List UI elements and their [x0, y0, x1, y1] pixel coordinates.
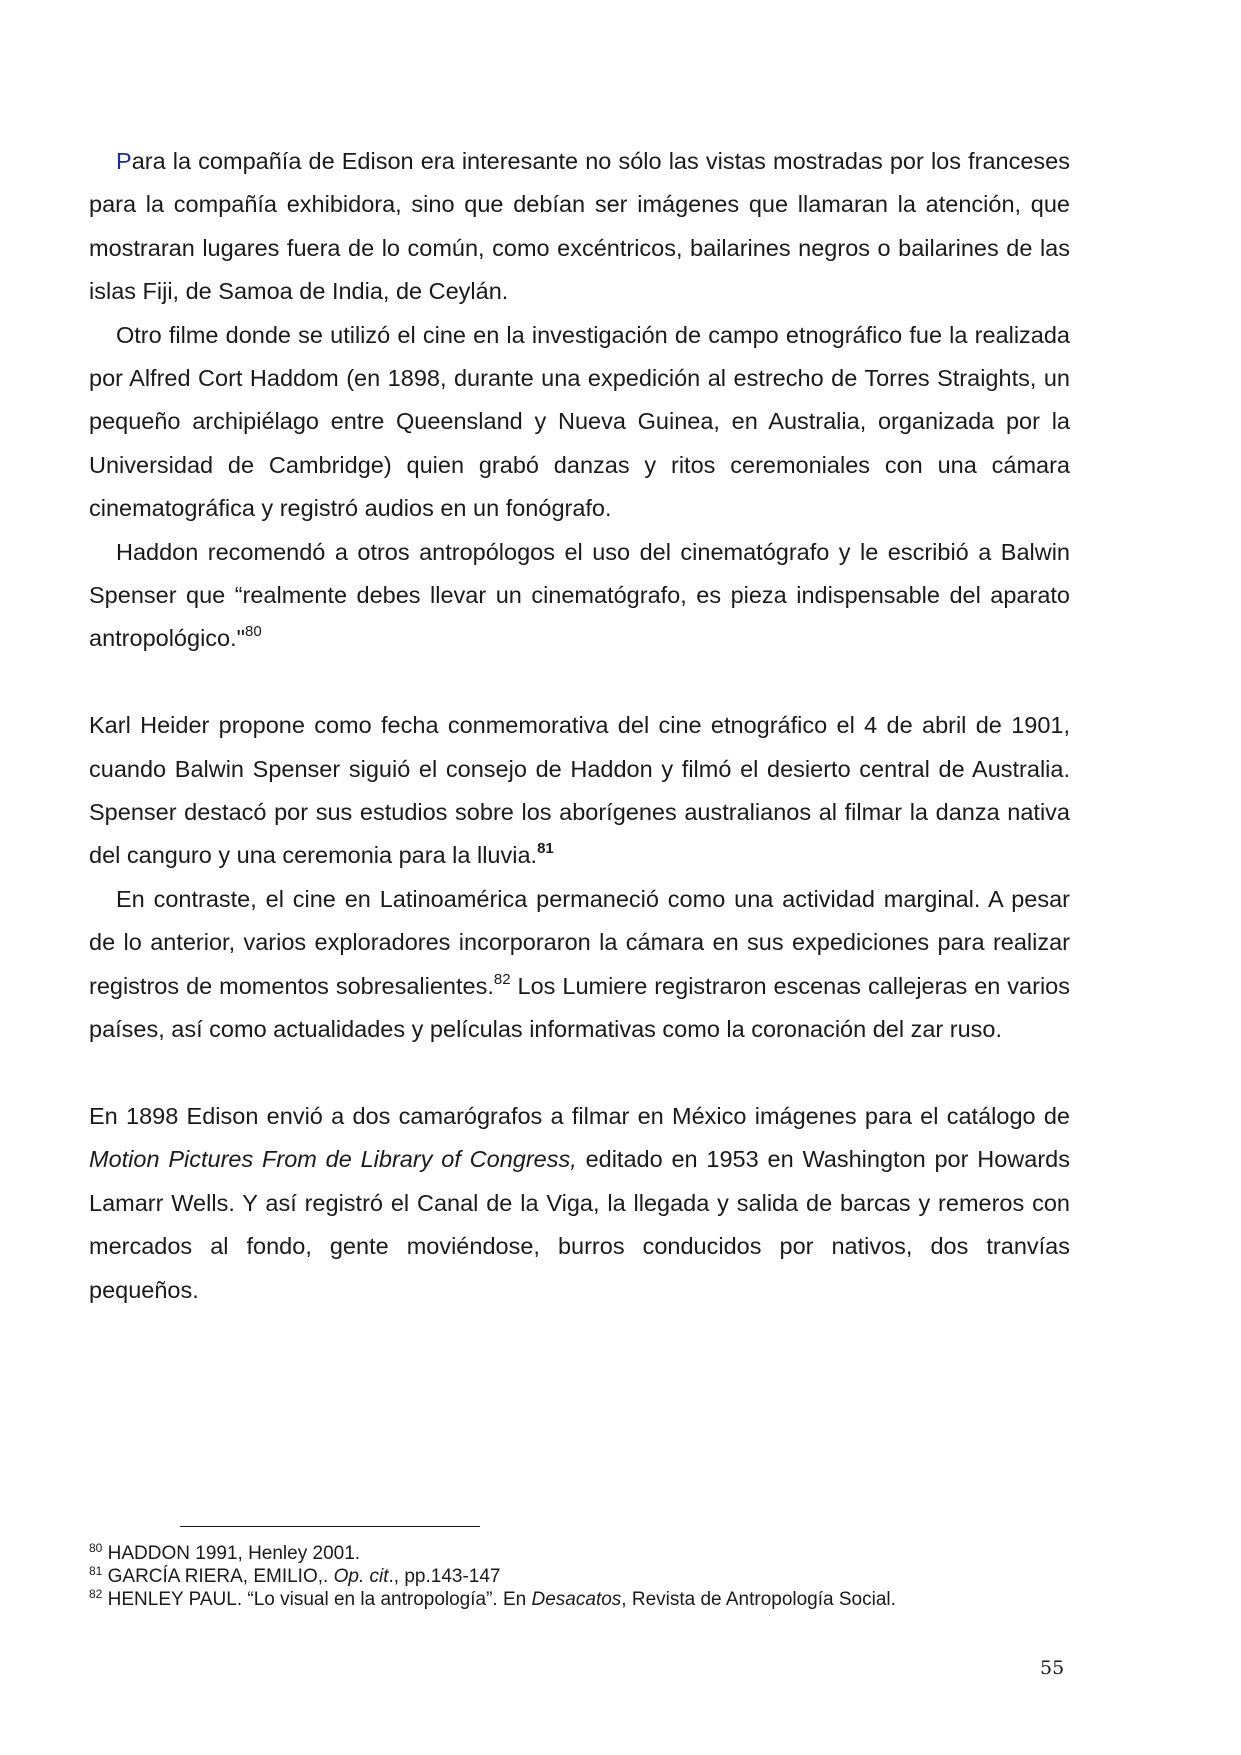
paragraph-text: Karl Heider propone como fecha conmemorativa del cine etnográfico el 4 de abril de 1901, cuando Balwin Spenser siguió el consejo de Haddon y filmó el desierto central de Australia. Spenser destacó por sus estudios sobre los aborígenes australianos al filmar la danza nativa del canguro y una ceremonia para la lluvia.	[89, 712, 1070, 869]
footnotes	[89, 1542, 1089, 1611]
paragraph-text: ara la compañía de Edison era interesante no sólo las vistas mostradas por los franceses para la compañía exhibidora, sino que debían ser imágenes que llamaran la atención, que mostraran lugares fuera de lo común, como excéntricos, bailarines negros o bailarines de las islas Fiji, de Samoa de India, de Ceylán.	[89, 148, 1070, 305]
footnote-text: HADDON 1991, Henley 2001.	[102, 1543, 361, 1564]
footnote-number: 81	[89, 1564, 103, 1578]
paragraph-latin-america	[89, 878, 1070, 1052]
footnote-reference[interactable]: 82	[493, 970, 511, 988]
paragraph-text: En contraste, el cine en Latinoamérica permaneció como una actividad marginal. A pesar de lo anterior, varios exploradores incorporaron la cámara en sus expediciones para realizar registros de momentos sobresalientes.	[89, 885, 1070, 999]
footnote-number: 82	[89, 1587, 103, 1601]
body-text	[89, 140, 1070, 1312]
paragraph-text: Los Lumiere registraron escenas callejeras en varios países, así como actualidades y películas informativas como la coronación del zar ruso.	[89, 972, 1070, 1043]
footnote-separator	[180, 1526, 480, 1527]
paragraph-text: editado en 1953 en Washington por Howards Lamarr Wells. Y así registró el Canal de la Viga, la llegada y salida de barcas y remeros con mercados al fondo, gente moviéndose, burros conducidos por nativos, dos tranvías pequeños.	[89, 1146, 1070, 1303]
footnote-italic: Op. cit	[333, 1566, 389, 1587]
footnote-text: GARCÍA RIERA, EMILIO,.	[102, 1566, 334, 1587]
footnote-text: , Revista de Antropología Social.	[621, 1589, 896, 1610]
catalog-title: Motion Pictures From de Library of Congress,	[89, 1146, 577, 1173]
paragraph-edison-mexico	[89, 1095, 1070, 1312]
paragraph-text: Otro filme donde se utilizó el cine en la investigación de campo etnográfico fue la realizada por Alfred Cort Haddom (en 1898, durante una expedición al estrecho de Torres Straights, un pequeño archipiélago entre Queensland y Nueva Guinea, en Australia, organizada por la Universidad de Cambridge) quien grabó danzas y ritos ceremoniales con una cámara cinematográfica y registró audios en un fonógrafo.	[89, 321, 1070, 522]
paragraph-text: Haddon recomendó a otros antropólogos el uso del cinematógrafo y le escribió a Balwin Spenser que “realmente debes llevar un cinematógrafo, es pieza indispensable del aparato antropológico."	[89, 538, 1070, 652]
paragraph-text: En 1898 Edison envió a dos camarógrafos a filmar en México imágenes para el catálogo de	[89, 1102, 1070, 1129]
paragraph-haddon-recommendation	[89, 531, 1070, 661]
paragraph-karl-heider	[89, 704, 1070, 878]
footnote-reference[interactable]: 80	[244, 623, 262, 641]
footnote-text: ., pp.143-147	[388, 1566, 501, 1587]
paragraph-haddom-expedition	[89, 314, 1070, 531]
paragraph-gap	[89, 1052, 1070, 1095]
paragraph-first-letter: P	[116, 148, 132, 174]
footnote-number: 80	[89, 1541, 103, 1555]
footnote-82	[89, 1588, 1089, 1611]
page-number: 55	[1040, 1657, 1065, 1679]
paragraph-gap	[89, 661, 1070, 704]
footnote-italic: Desacatos	[531, 1589, 622, 1610]
footnote-81	[89, 1565, 1089, 1588]
paragraph-edison-company	[89, 140, 1070, 314]
footnote-text: HENLEY PAUL. “Lo visual en la antropología”. En	[102, 1589, 532, 1610]
footnote-80	[89, 1542, 1089, 1565]
footnote-reference[interactable]: 81	[537, 840, 554, 858]
